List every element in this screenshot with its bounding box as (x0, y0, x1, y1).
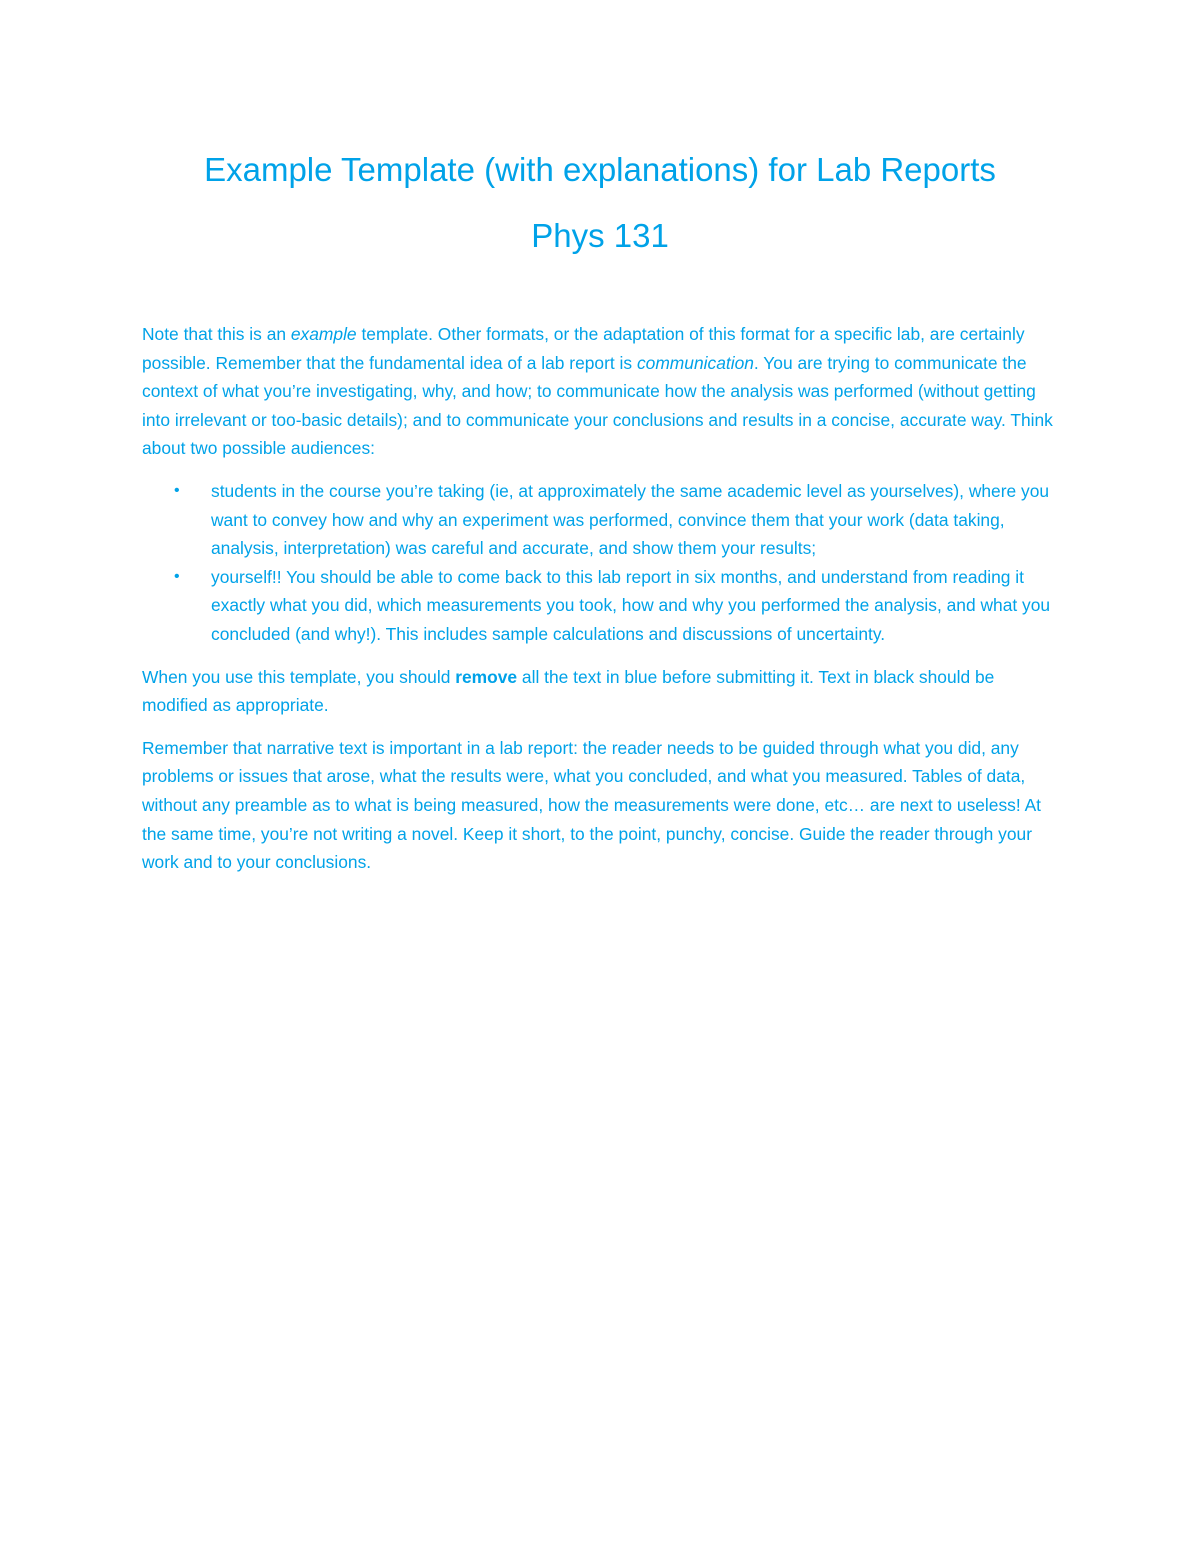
intro-text-3: . You are trying to communicate the context of what you’re investigating, why, and how; to communicate how the analysis was performed (without getting into irrelevant or too-basic details); and to communicate your conclusions and results in a concise, accurate way. Think about two possible audiences: (142, 352, 1053, 459)
usage-text-2: all the text in blue before submitting it. Text in black should be modified as appropriate. (142, 666, 995, 716)
intro-paragraph (142, 320, 1062, 463)
list-item (174, 477, 1062, 563)
list-item (174, 563, 1062, 649)
narrative-paragraph: Remember that narrative text is important in a lab report: the reader needs to be guided through what you did, any problems or issues that arose, what the results were, what you concluded, and what you measured. Tables of data, without any preamble as to what is being measured, how the measurements were done, etc… are next to useless! At the same time, you’re not writing a novel. Keep it short, to the point, punchy, concise. Guide the reader through your work and to your conclusions. (142, 737, 1041, 873)
document-subtitle: Phys 131 (531, 217, 669, 254)
list-item-text: yourself!! You should be able to come back to this lab report in six months, and understand from reading it exactly what you did, which measurements you took, how and why you performed the analysis, and what you concluded (and why!). This includes sample calculations and discussions of uncertainty. (211, 566, 1051, 644)
usage-text-1: When you use this template, you should (142, 666, 456, 687)
list-item-text: students in the course you’re taking (ie, at approximately the same academic level as yourselves), where you want to convey how and why an experiment was performed, convince them that your work (data taking, analysis, interpretation) was careful and accurate, and show them your results; (211, 480, 1050, 559)
usage-remove-word: remove (455, 666, 518, 687)
intro-example-word: example (290, 324, 357, 344)
usage-paragraph (142, 663, 1062, 720)
bullet-icon: • (174, 567, 180, 585)
audience-list (142, 477, 1062, 649)
document-title: Example Template (with explanations) for Lab Reports (204, 151, 996, 188)
bullet-icon: • (174, 481, 180, 499)
intro-text-2: template. Other formats, or the adaptation of this format for a specific lab, are certainly possible. Remember that the fundamental idea of a lab report is (142, 324, 1025, 373)
intro-text-1: Note that this is an (142, 324, 291, 344)
document-body (142, 320, 1062, 891)
intro-communication-word: communication (636, 352, 754, 373)
